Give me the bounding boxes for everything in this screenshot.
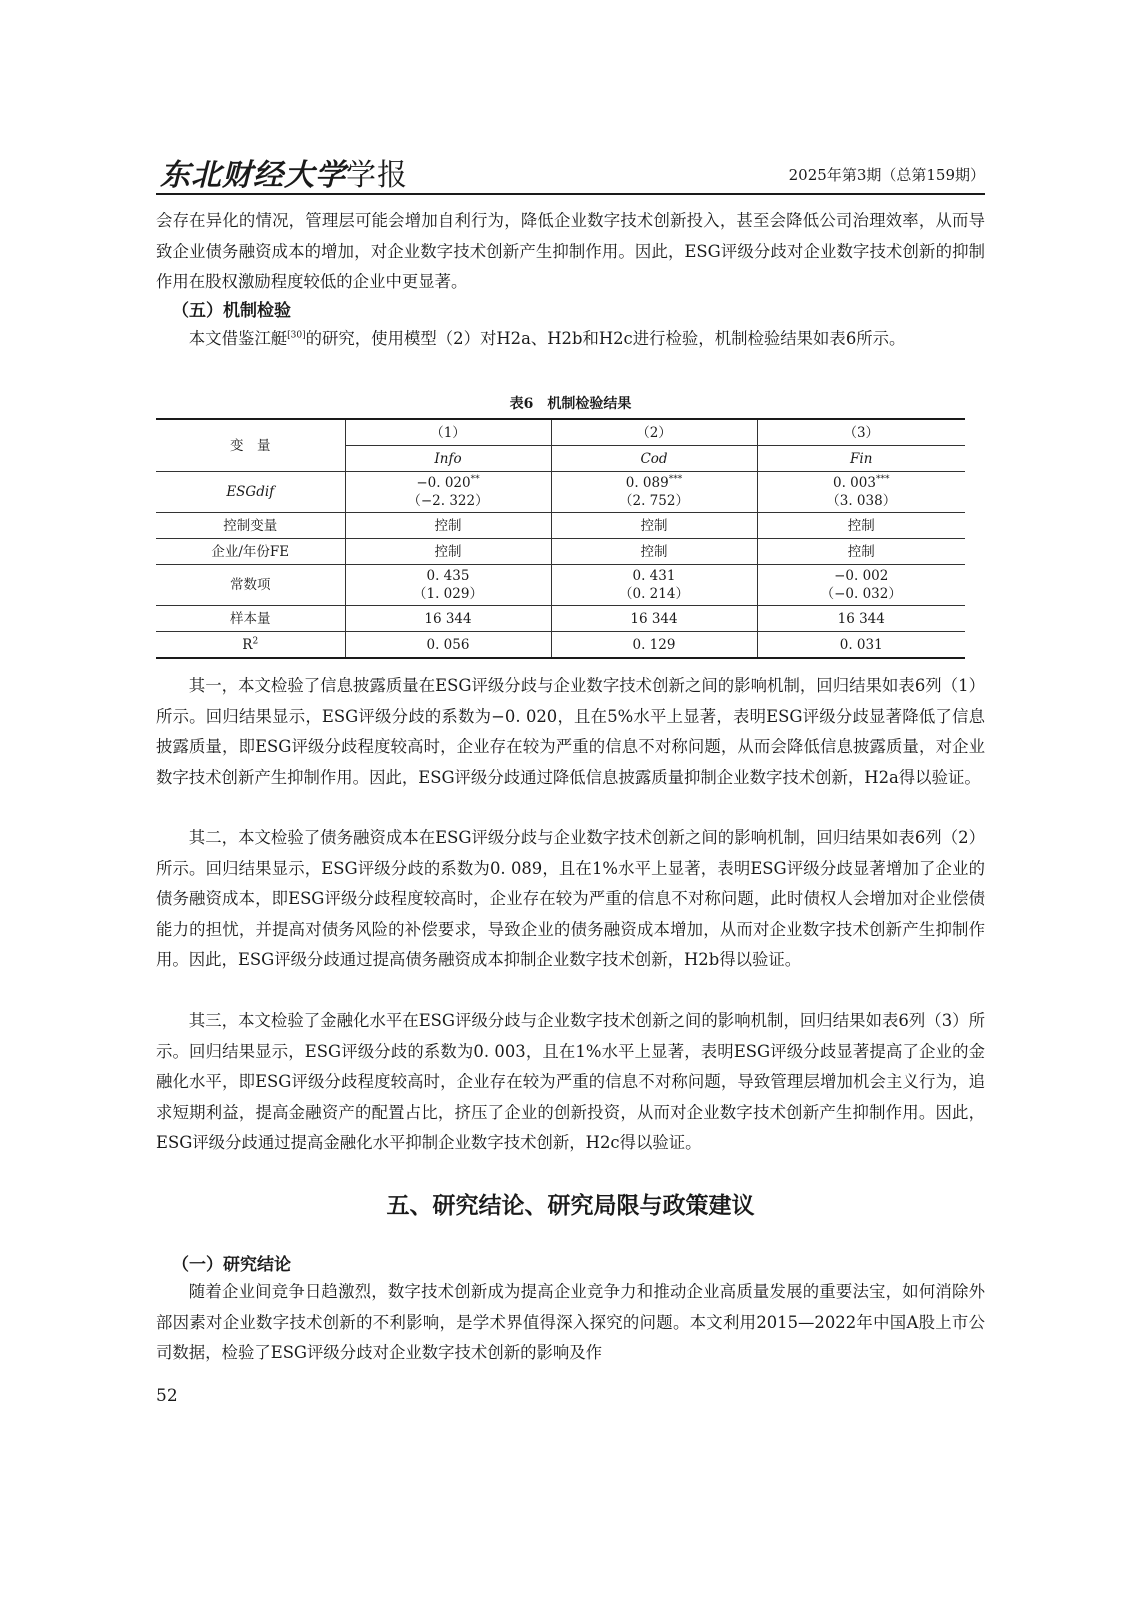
row-label: 常数项 xyxy=(156,565,345,606)
t-statistic: （3. 038） xyxy=(826,493,897,509)
coefficient: 0. 089 xyxy=(625,475,669,491)
table-row xyxy=(156,513,965,539)
coefficient: 0. 431 xyxy=(632,568,676,584)
journal-logo-suffix: 学报 xyxy=(346,158,408,193)
mechanism-heading: （五）机制检验 xyxy=(172,301,291,321)
table-cell: 0. 056 xyxy=(345,632,551,659)
coefficient: 0. 435 xyxy=(426,568,470,584)
journal-logo-stylized: 东北财经大学 xyxy=(160,158,346,193)
mechanism-intro-after: 的研究，使用模型（2）对H2a、H2b和H2c进行检验，机制检验结果如表6所示。 xyxy=(305,329,906,348)
results-table xyxy=(156,418,965,659)
table-caption xyxy=(156,395,985,413)
mechanism-intro-before: 本文借鉴江艇 xyxy=(188,329,288,348)
row-label: 控制变量 xyxy=(156,513,345,539)
table-row xyxy=(156,472,965,513)
significance-stars: *** xyxy=(875,474,890,485)
journal-logo xyxy=(160,150,408,192)
variable-header: 变 量 xyxy=(156,419,345,472)
table-cell xyxy=(551,565,757,606)
header-rule xyxy=(156,193,985,195)
table-cell: 控制 xyxy=(551,513,757,539)
coefficient: −0. 002 xyxy=(834,568,889,584)
significance-stars: *** xyxy=(668,474,683,485)
issue-info: 2025年第3期（总第159期） xyxy=(788,166,985,184)
table-cell: 16 344 xyxy=(757,606,965,632)
table-cell: 控制 xyxy=(757,513,965,539)
table-cell: 16 344 xyxy=(345,606,551,632)
column-number: （2） xyxy=(551,419,757,446)
table-cell: 16 344 xyxy=(551,606,757,632)
conclusion-subheading: （一）研究结论 xyxy=(172,1255,291,1275)
table-cell: 控制 xyxy=(757,539,965,565)
t-statistic: （−2. 322） xyxy=(407,493,489,509)
coefficient: 0. 003 xyxy=(833,475,876,491)
coefficient: −0. 020 xyxy=(416,475,471,491)
citation-30: [30] xyxy=(287,330,306,341)
table-row xyxy=(156,632,965,659)
column-variable: Fin xyxy=(757,446,965,472)
column-number: （1） xyxy=(345,419,551,446)
table-cell: 0. 031 xyxy=(757,632,965,659)
table-row xyxy=(156,565,965,606)
section-title: 五、研究结论、研究局限与政策建议 xyxy=(386,1192,755,1219)
row-label: 企业/年份FE xyxy=(156,539,345,565)
page-number: 52 xyxy=(156,1386,178,1406)
body-paragraph: 其一，本文检验了信息披露质量在ESG评级分歧与企业数字技术创新之间的影响机制，回归结果如表6列（1）所示。回归结果显示，ESG评级分歧的系数为−0. 020，且在5%水平上显著，表明ESG评级分歧显著降低了信息披露质量，即ESG评级分歧程度较高时，企业存在较为严重的信息不对称问题，从而会降低信息披露质量，对企业数字技术创新产生抑制作用。因此，ESG评级分歧通过降低信息披露质量抑制企业数字技术创新，H2a得以验证。 xyxy=(156,676,985,787)
row-label: 样本量 xyxy=(156,606,345,632)
table-cell: 控制 xyxy=(345,539,551,565)
table-header-row xyxy=(156,419,965,446)
body-paragraph: 其二，本文检验了债务融资成本在ESG评级分歧与企业数字技术创新之间的影响机制，回归结果如表6列（2）所示。回归结果显示，ESG评级分歧的系数为0. 089，且在1%水平上显著，表明ESG评级分歧显著增加了企业的债务融资成本，即ESG评级分歧程度较高时，企业存在较为严重的信息不对称问题，此时债权人会增加对企业偿债能力的担忧，并提高对债务风险的补偿要求，导致企业的债务融资成本增加，从而对企业数字技术创新产生抑制作用。因此，ESG评级分歧通过提高债务融资成本抑制企业数字技术创新，H2b得以验证。 xyxy=(156,828,985,969)
t-statistic: （0. 214） xyxy=(619,586,689,602)
table-cell xyxy=(551,472,757,513)
r-squared-label: R xyxy=(242,636,253,653)
column-number: （3） xyxy=(757,419,965,446)
table-cell xyxy=(345,565,551,606)
table-cell: 0. 129 xyxy=(551,632,757,659)
table-cell: 控制 xyxy=(345,513,551,539)
table-row xyxy=(156,606,965,632)
table-caption-number: 表6 xyxy=(509,396,534,412)
table-cell xyxy=(757,565,965,606)
row-label: ESGdif xyxy=(156,472,345,513)
table-row xyxy=(156,539,965,565)
t-statistic: （2. 752） xyxy=(619,493,689,509)
table-cell xyxy=(345,472,551,513)
column-variable: Info xyxy=(345,446,551,472)
table-cell xyxy=(757,472,965,513)
table-caption-title: 机制检验结果 xyxy=(547,396,632,412)
mechanism-intro xyxy=(156,324,985,355)
intro-paragraph: 会存在异化的情况，管理层可能会增加自利行为，降低企业数字技术创新投入，甚至会降低公司治理效率，从而导致企业债务融资成本的增加，对企业数字技术创新产生抑制作用。因此，ESG评级分歧对企业数字技术创新的抑制作用在股权激励程度较低的企业中更显著。 xyxy=(156,211,985,291)
conclusion-paragraph: 随着企业间竞争日趋激烈，数字技术创新成为提高企业竞争力和推动企业高质量发展的重要法宝，如何消除外部因素对企业数字技术创新的不利影响，是学术界值得深入探究的问题。本文利用2015—2022年中国A股上市公司数据，检验了ESG评级分歧对企业数字技术创新的影响及作 xyxy=(156,1282,985,1362)
body-paragraph: 其三，本文检验了金融化水平在ESG评级分歧与企业数字技术创新之间的影响机制，回归结果如表6列（3）所示。回归结果显示，ESG评级分歧的系数为0. 003，且在1%水平上显著，表明ESG评级分歧显著提高了企业的金融化水平，即ESG评级分歧程度较高时，企业存在较为严重的信息不对称问题，导致管理层增加机会主义行为，追求短期利益，提高金融资产的配置占比，挤压了企业的创新投资，从而对企业数字技术创新产生抑制作用。因此，ESG评级分歧通过提高金融化水平抑制企业数字技术创新，H2c得以验证。 xyxy=(156,1011,985,1152)
column-variable: Cod xyxy=(551,446,757,472)
t-statistic: （−0. 032） xyxy=(820,586,902,602)
r-squared-superscript: 2 xyxy=(252,636,259,646)
t-statistic: （1. 029） xyxy=(413,586,483,602)
significance-stars: ** xyxy=(470,474,480,485)
table-cell: 控制 xyxy=(551,539,757,565)
row-label xyxy=(156,632,345,659)
